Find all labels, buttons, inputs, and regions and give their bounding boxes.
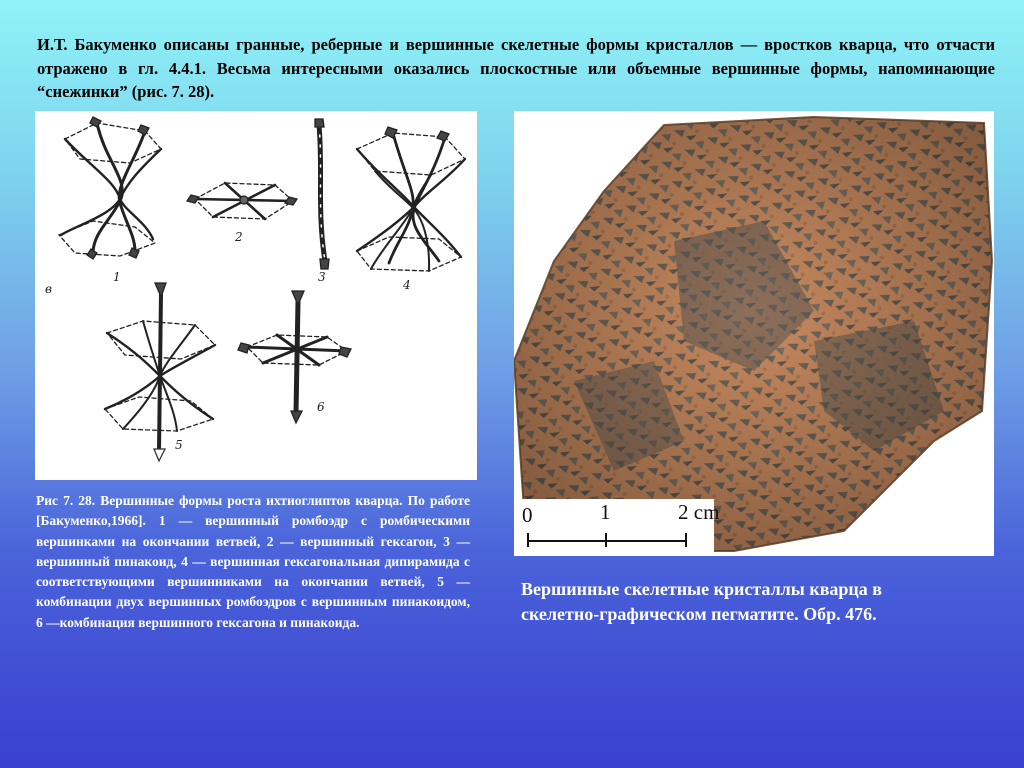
scale-bar: [514, 499, 719, 556]
drawing-5: [105, 283, 215, 461]
drawing-2: [187, 183, 297, 219]
figure-label-6: 6: [317, 400, 325, 414]
scale-label-0: 0: [522, 503, 533, 527]
figure-label-3: 3: [318, 270, 326, 284]
drawing-4: [357, 127, 465, 271]
drawing-6: [238, 291, 351, 423]
figure-caption: Рис 7. 28. Вершинные формы роста ихтиоглиптов кварца. По работе [Бакуменко,1966]. 1 — вершинный ромбоэдр с ромбическими вершинками на окончании ветвей, 2 — вершинный гексагон, 3 — вершинный пинакоид, 4 — вершинная гексагональная дипирамида с соответствующими вершинниками на окончании ветвей, 5 — комбинации двух вершинных ромбоэдров с вершинным пинакоидом, 6 —комбинация вершинного гексагона и пинакоида.: [36, 493, 470, 630]
figure-label-4: 4: [403, 278, 411, 292]
crystal-drawings-figure: [35, 111, 477, 480]
pegmatite-photo-svg: [514, 111, 994, 556]
figure-label-2: 2: [235, 230, 243, 244]
figure-label-v: в: [45, 282, 52, 296]
figure-label-1: 1: [113, 270, 121, 284]
scale-label-2cm: 2 cm: [678, 500, 720, 524]
drawing-3: [315, 119, 329, 269]
pegmatite-photo: [514, 111, 994, 556]
scale-label-1: 1: [600, 500, 611, 524]
intro-paragraph: И.Т. Бакуменко описаны гранные, реберные и вершинные скелетные формы кристаллов — вростков кварца, что отчасти отражено в гл. 4.4.1. Весьма интересными оказались плоскостные или объемные вершинные формы, напоминающие “снежинки” (рис. 7. 28).: [37, 35, 995, 101]
figure-label-5: 5: [175, 438, 183, 452]
photo-caption: Вершинные скелетные кристаллы кварца в скелетно-графическом пегматите. Обр. 476.: [521, 579, 883, 624]
drawing-1: [59, 117, 161, 259]
crystal-drawings-svg: [35, 111, 477, 480]
